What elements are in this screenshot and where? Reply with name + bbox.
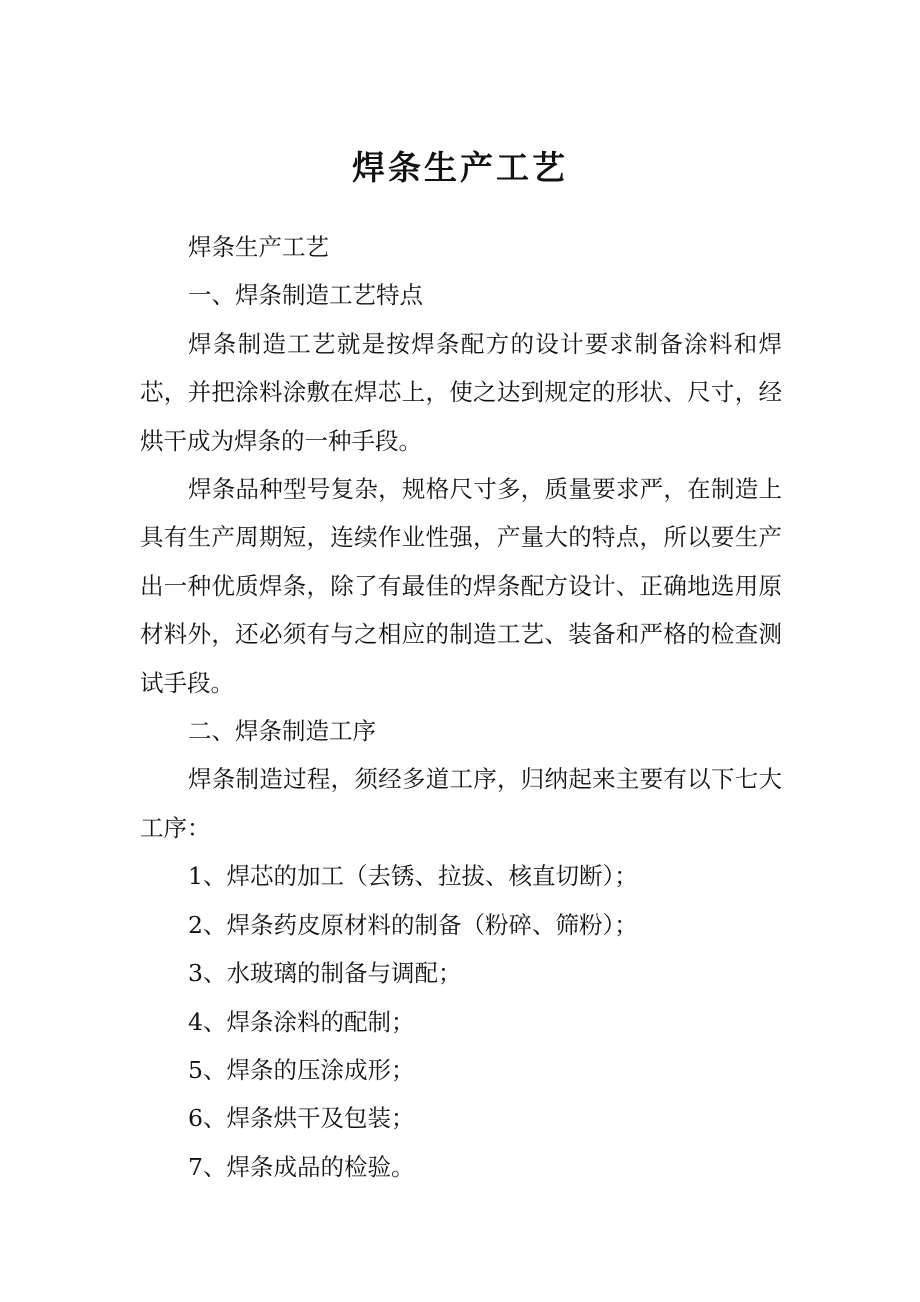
- process-step-2: 2、焊条药皮原材料的制备（粉碎、筛粉）；: [188, 910, 638, 939]
- paragraph-2: 焊条品种型号复杂，规格尺寸多，质量要求严，在制造上具有生产周期短，连续作业性强，产量大的特点，所以要生产出一种优质焊条，除了有最佳的焊条配方设计、正确地选用原材料外，还必须有与之相应的制造工艺、装备和严格的检查测试手段。: [140, 475, 782, 697]
- section-heading-1: 一、焊条制造工艺特点: [188, 281, 423, 310]
- document-body: [140, 223, 782, 1191]
- paragraph-1: 焊条制造工艺就是按焊条配方的设计要求制备涂料和焊芯，并把涂料涂敷在焊芯上，使之达到规定的形状、尺寸，经烘干成为焊条的一种手段。: [140, 329, 782, 455]
- section-heading-2: 二、焊条制造工序: [188, 717, 376, 746]
- process-step-5: 5、焊条的压涂成形；: [188, 1055, 415, 1084]
- document-title: 焊条生产工艺: [352, 148, 568, 187]
- process-step-4: 4、焊条涂料的配制；: [188, 1007, 415, 1036]
- process-step-1: 1、焊芯的加工（去锈、拉拔、核直切断）；: [188, 862, 638, 891]
- process-step-7: 7、焊条成品的检验。: [188, 1152, 415, 1181]
- process-step-3: 3、水玻璃的制备与调配；: [188, 959, 462, 988]
- subtitle-line: 焊条生产工艺: [188, 233, 329, 261]
- process-step-6: 6、焊条烘干及包装；: [188, 1104, 415, 1133]
- paragraph-3: 焊条制造过程，须经多道工序，归纳起来主要有以下七大工序：: [140, 765, 782, 842]
